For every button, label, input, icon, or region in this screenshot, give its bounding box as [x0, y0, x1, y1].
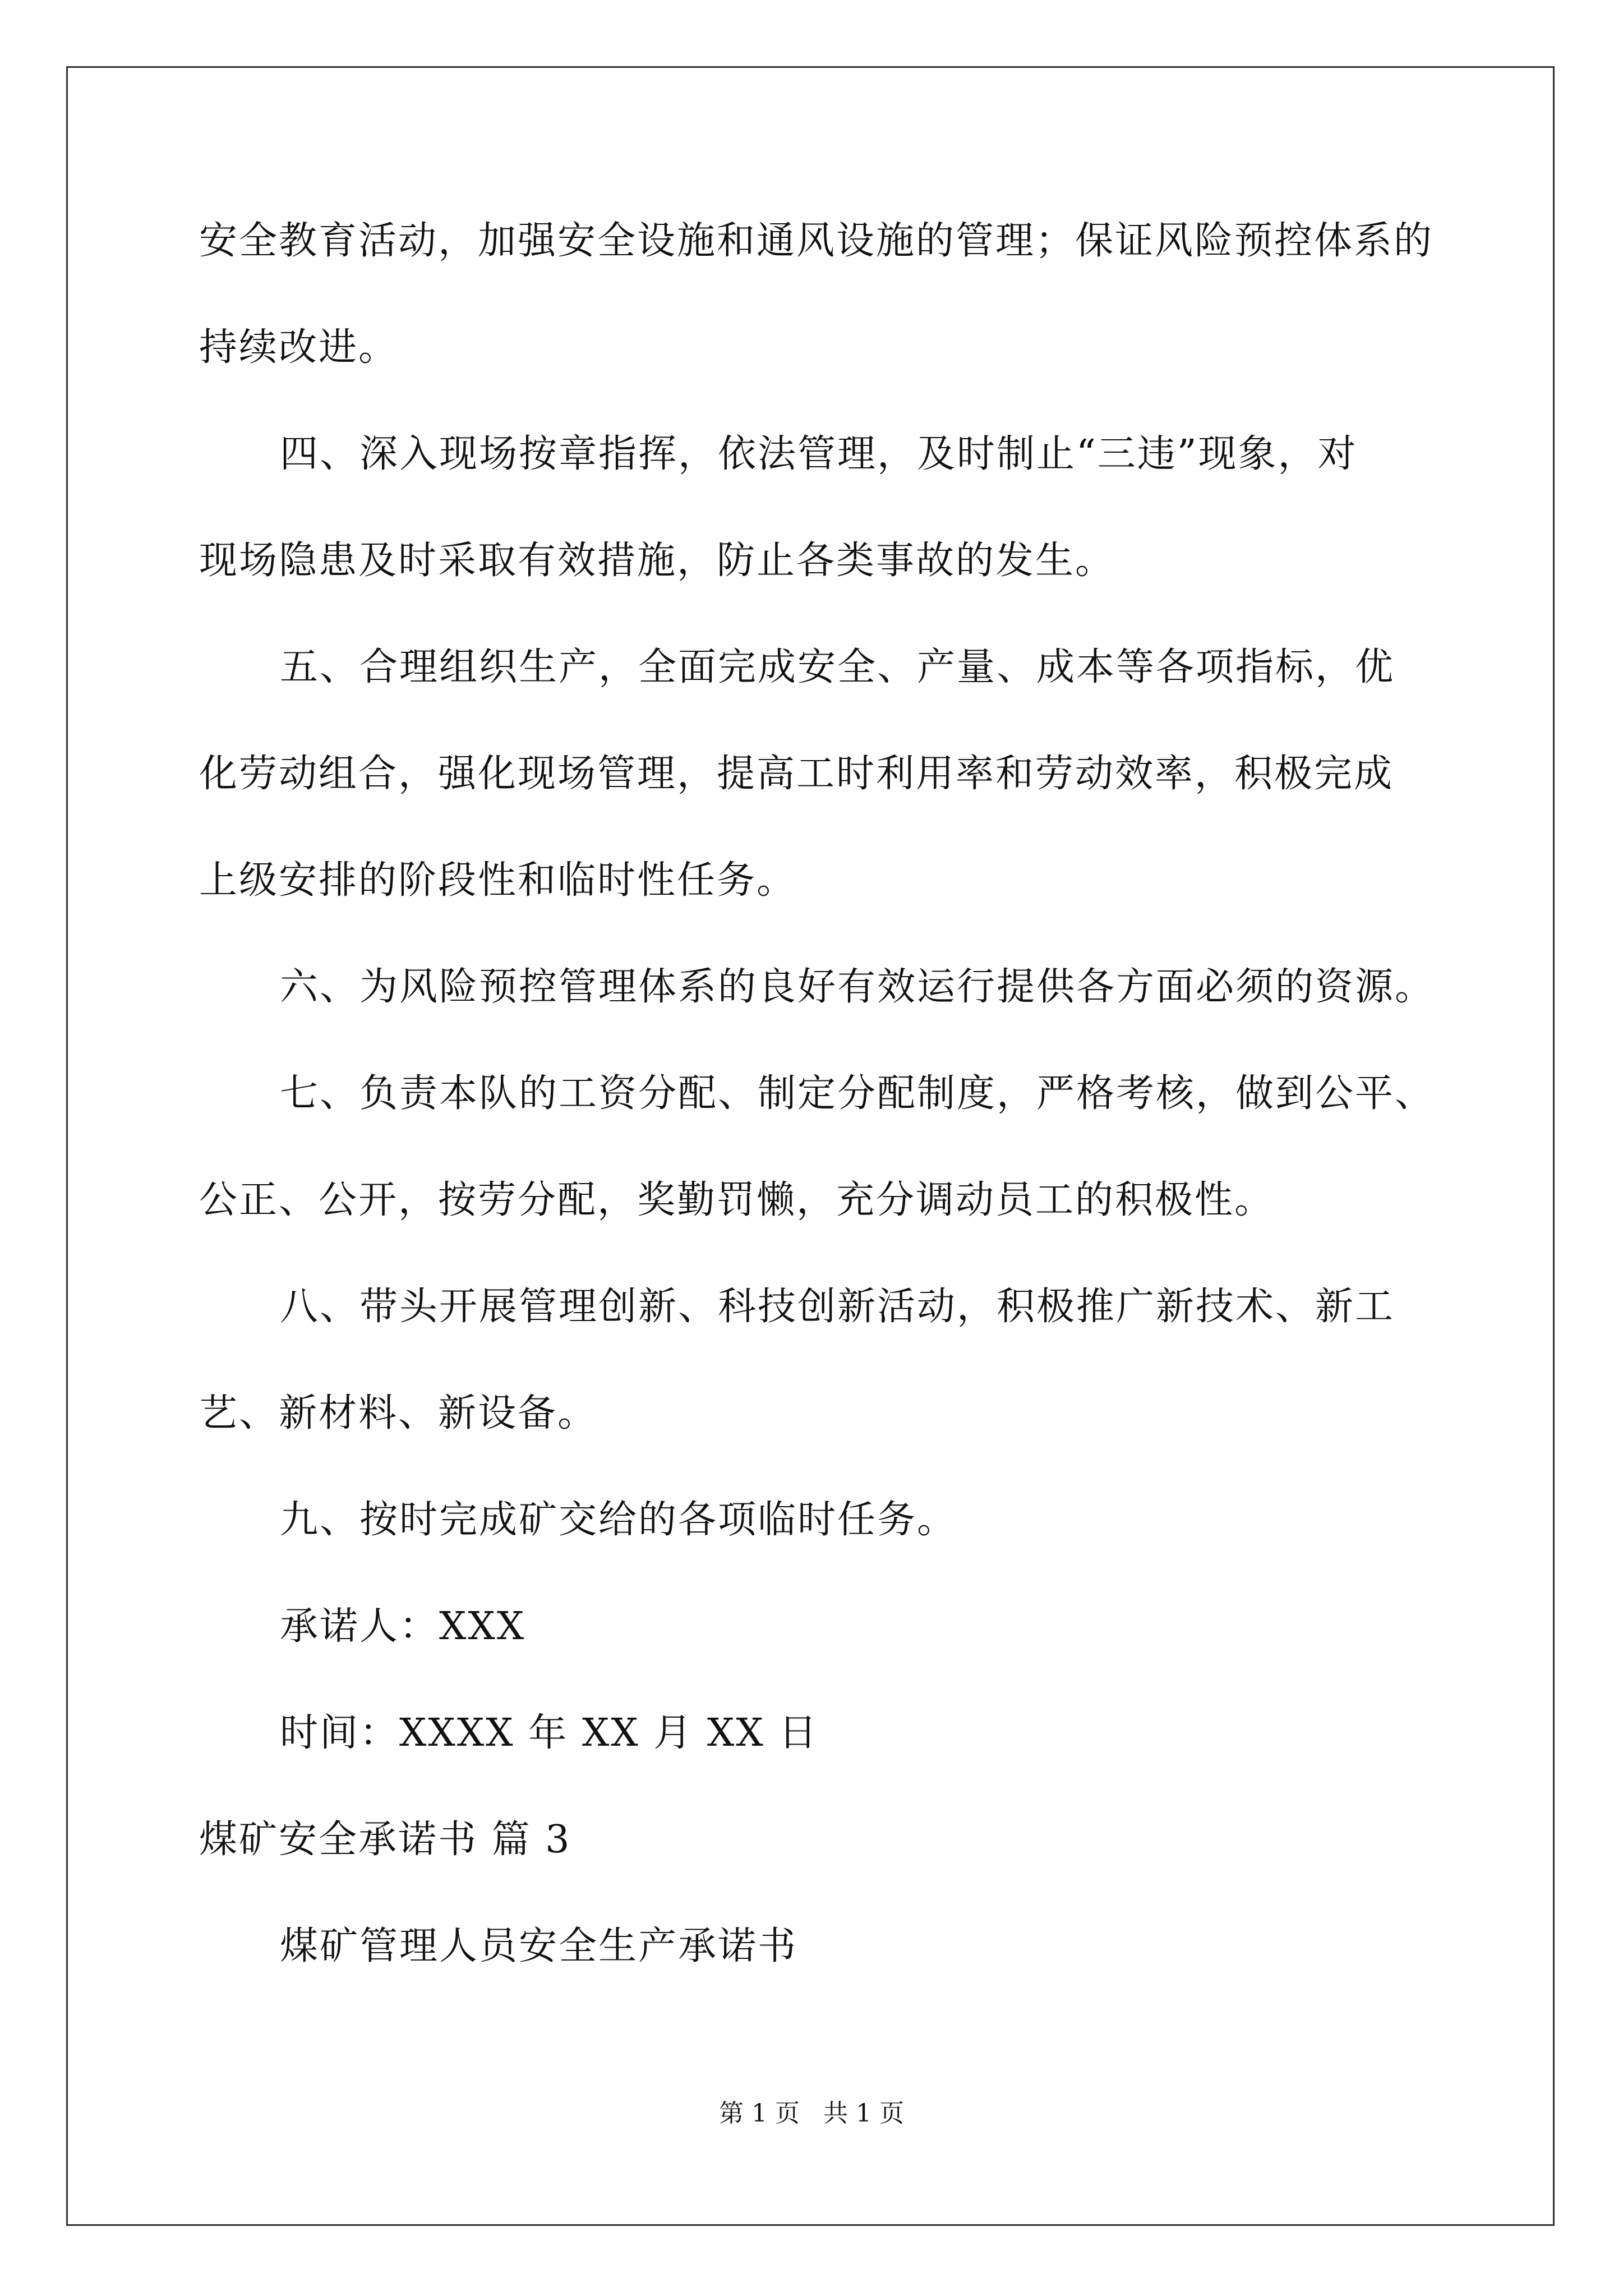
page-number-total: 共 1 页 — [823, 2099, 904, 2128]
text-line: 持续改进。 — [199, 325, 399, 370]
document-title: 煤矿管理人员安全生产承诺书 — [280, 1924, 798, 1968]
text-line: 上级安排的阶段性和临时性任务。 — [199, 858, 797, 903]
signatory-line: 承诺人：XXX — [280, 1604, 526, 1649]
text-line: 九、按时完成矿交给的各项临时任务。 — [280, 1498, 957, 1542]
page-footer — [0, 2097, 1623, 2131]
text-line: 公正、公开，按劳分配，奖勤罚懒，充分调动员工的积极性。 — [199, 1178, 1275, 1222]
page-frame — [66, 66, 1555, 2226]
section-heading: 煤矿安全承诺书 篇 3 — [199, 1818, 571, 1862]
page-number-current: 第 1 页 — [719, 2099, 800, 2128]
text-line: 安全教育活动，加强安全设施和通风设施的管理；保证风险预控体系的 — [199, 219, 1434, 263]
text-line: 八、带头开展管理创新、科技创新活动，积极推广新技术、新工 — [280, 1285, 1395, 1329]
text-line: 六、为风险预控管理体系的良好有效运行提供各方面必须的资源。 — [280, 965, 1435, 1009]
text-line: 化劳动组合，强化现场管理，提高工时利用率和劳动效率，积极完成 — [199, 752, 1394, 796]
text-line: 艺、新材料、新设备。 — [199, 1391, 598, 1435]
text-line: 现场隐患及时采取有效措施，防止各类事故的发生。 — [199, 539, 1115, 583]
text-line: 七、负责本队的工资分配、制定分配制度，严格考核，做到公平、 — [280, 1071, 1435, 1116]
text-line: 四、深入现场按章指挥，依法管理，及时制止“三违”现象，对 — [280, 432, 1358, 476]
text-line: 五、合理组织生产，全面完成安全、产量、成本等各项指标，优 — [280, 645, 1395, 689]
date-line: 时间：XXXX 年 XX 月 XX 日 — [280, 1711, 819, 1755]
